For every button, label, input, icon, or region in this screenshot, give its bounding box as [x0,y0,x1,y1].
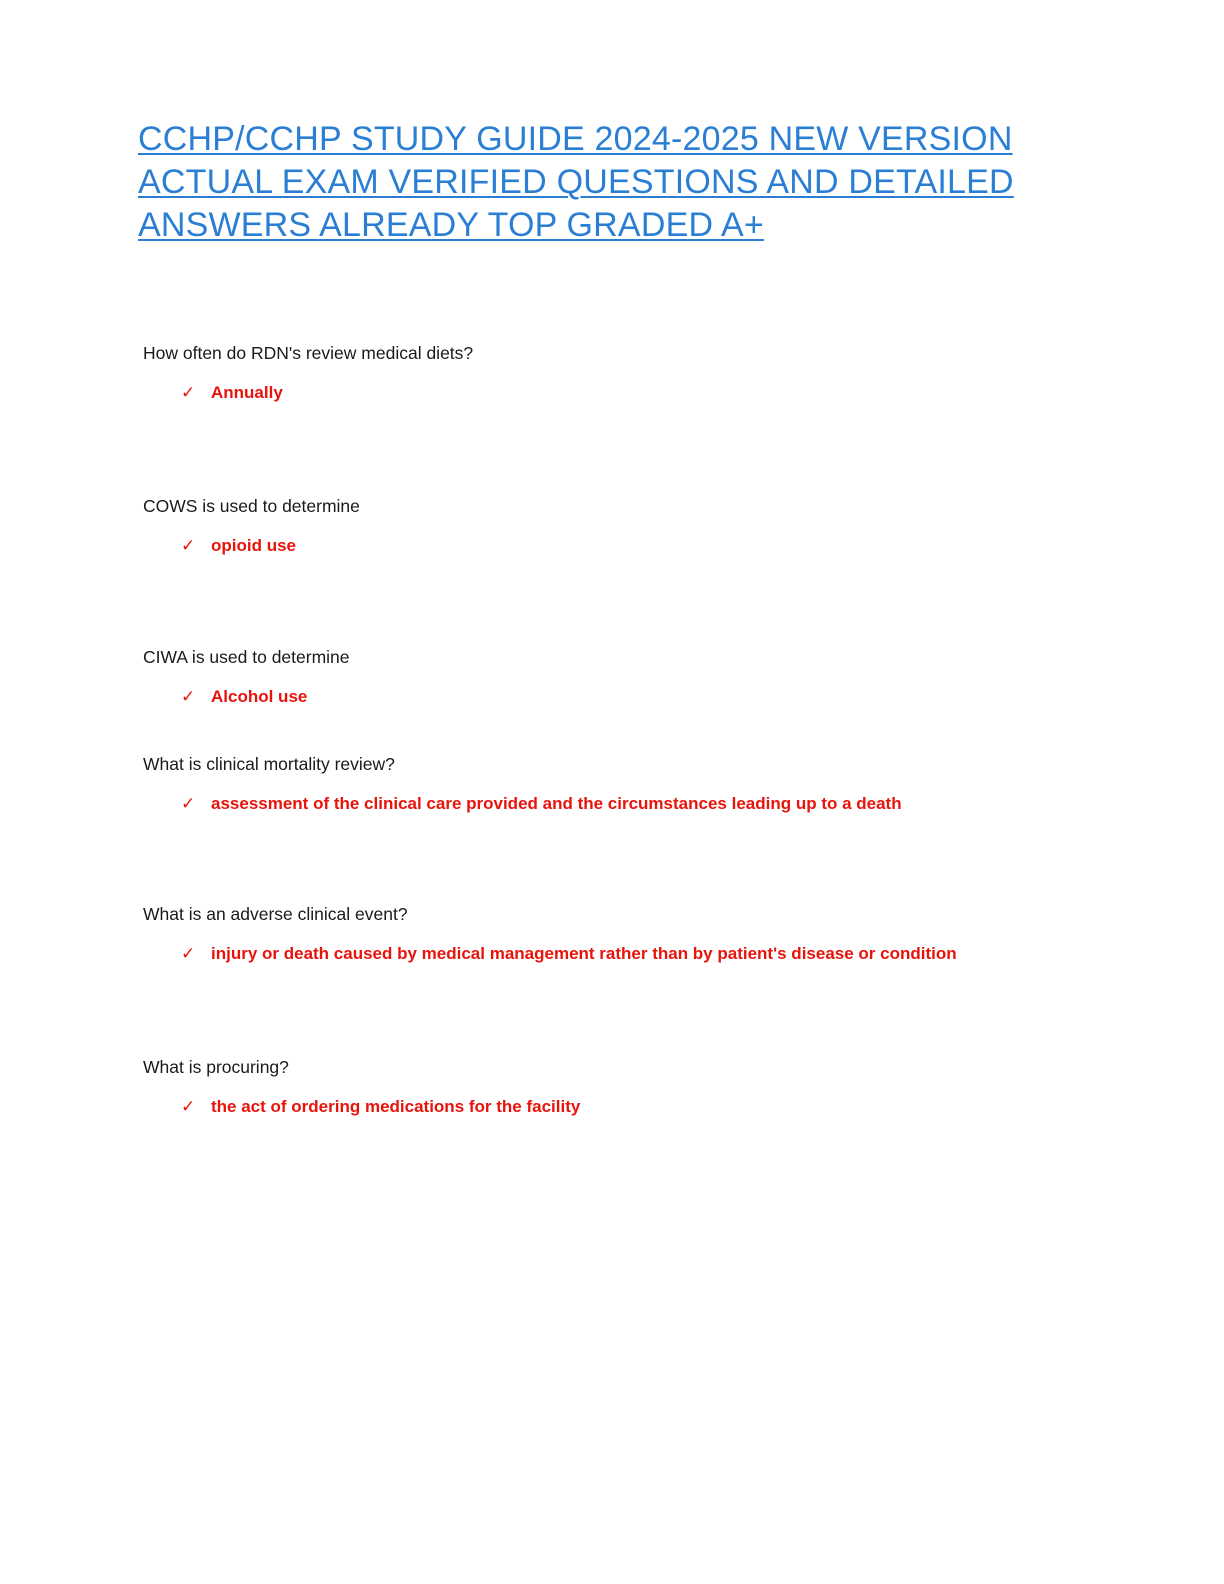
check-icon: ✓ [181,794,196,814]
answer-text: opioid use [211,536,296,555]
answer-row [138,1096,1094,1118]
check-icon: ✓ [181,944,196,964]
answer-row [138,535,1094,557]
answer-text: the act of ordering medications for the facility [211,1097,581,1116]
answer-row [138,793,1094,815]
answer-text: Alcohol use [211,687,308,706]
qa-item [138,341,1094,404]
spacer [138,815,1094,902]
answer-row [138,943,1094,965]
qa-list [138,341,1094,1118]
check-icon: ✓ [181,383,196,403]
check-icon: ✓ [181,536,196,556]
spacer [138,557,1094,645]
answer-text: Annually [211,383,283,402]
spacer [138,404,1094,494]
qa-item [138,902,1094,965]
check-icon: ✓ [181,687,196,707]
question-text: CIWA is used to determine [143,647,350,667]
page-title-line-1: CCHP/CCHP STUDY GUIDE 2024-2025 NEW VERSION [138,120,1013,158]
spacer [138,965,1094,1055]
qa-item [138,645,1094,708]
question-text: How often do RDN's review medical diets? [143,343,474,363]
question-text: What is an adverse clinical event? [143,904,408,924]
answer-row [138,686,1094,708]
answer-row [138,382,1094,404]
answer-text: injury or death caused by medical management rather than by patient's disease or condition [211,944,957,963]
page-title-line-2: ACTUAL EXAM VERIFIED QUESTIONS AND DETAILED [138,163,1014,201]
question-text: What is procuring? [143,1057,289,1077]
page-title [138,118,1048,247]
qa-item [138,494,1094,557]
question-text: What is clinical mortality review? [143,754,395,774]
qa-item [138,1055,1094,1118]
page-title-line-3: ANSWERS ALREADY TOP GRADED A+ [138,206,764,244]
question-text: COWS is used to determine [143,496,360,516]
check-icon: ✓ [181,1097,196,1117]
answer-text: assessment of the clinical care provided and the circumstances leading up to a death [211,794,902,813]
spacer [138,708,1094,752]
qa-item [138,752,1094,815]
